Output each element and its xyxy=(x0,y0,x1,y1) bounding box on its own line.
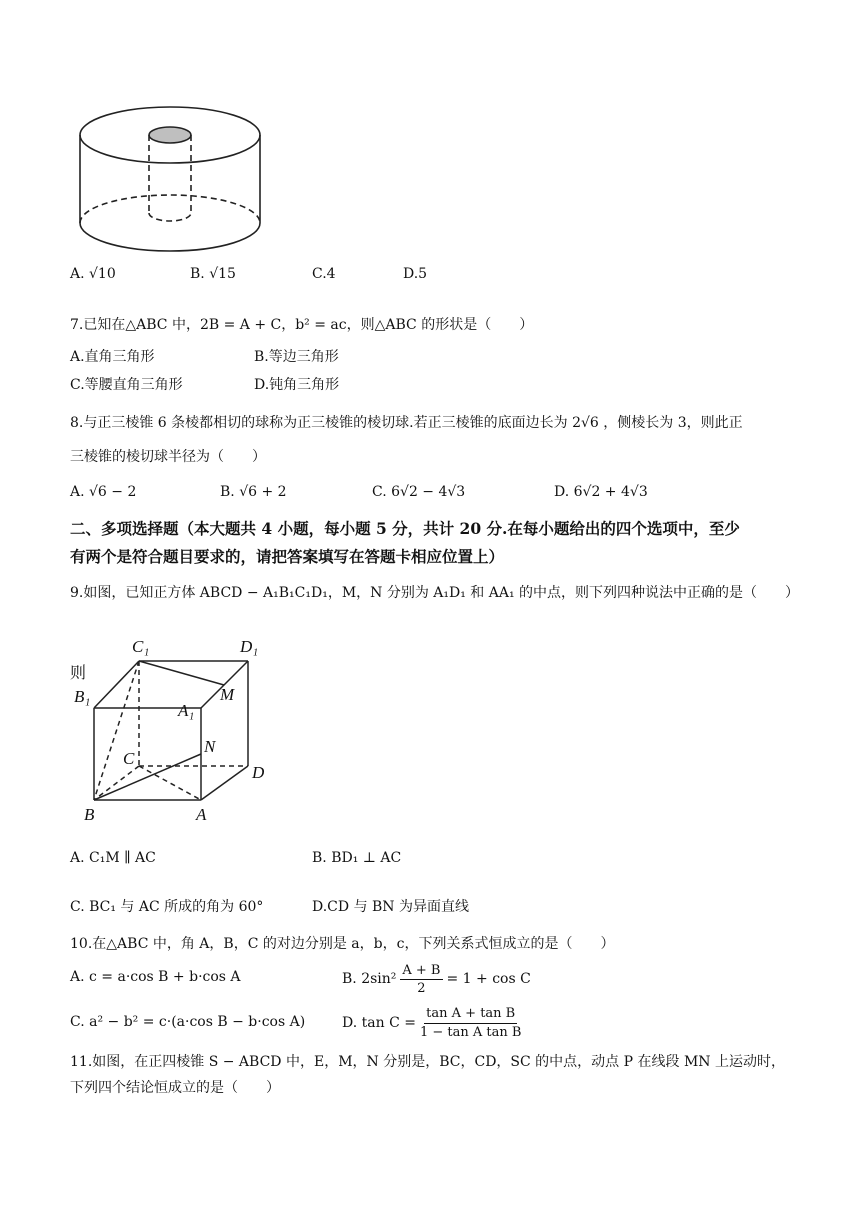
label-c1: C₁ xyxy=(132,637,150,656)
q10-b-prefix: B. 2sin² xyxy=(342,971,397,987)
q8-option-a: A. √6 − 2 xyxy=(70,484,137,500)
q7-option-b: B.等边三角形 xyxy=(254,349,339,365)
label-m: M xyxy=(220,685,235,704)
q11-stem-line2: 下列四个结论恒成立的是（ ） xyxy=(70,1080,280,1096)
label-b1: B₁ xyxy=(74,687,91,706)
q10-b-fraction xyxy=(400,962,442,997)
q7-option-c: C.等腰直角三角形 xyxy=(70,377,183,393)
q9-figure-note: 则 xyxy=(70,663,87,682)
q7-stem: 7.已知在△ABC 中，2B = A + C，b² = ac，则△ABC 的形状是（ ） xyxy=(70,317,534,333)
label-a1: A₁ xyxy=(178,701,195,720)
q10-d-prefix: D. tan C = xyxy=(342,1015,416,1031)
section2-heading-line2: 有两个是符合题目要求的，请把答案填写在答题卡相应位置上） xyxy=(70,547,505,566)
label-b: B xyxy=(84,805,95,824)
q7-option-a: A.直角三角形 xyxy=(70,349,155,365)
q10-option-b xyxy=(342,958,531,1000)
q8-option-d: D. 6√2 + 4√3 xyxy=(554,484,648,500)
q10-b-suffix: = 1 + cos C xyxy=(446,971,531,987)
q8-option-c: C. 6√2 − 4√3 xyxy=(372,484,466,500)
q9-option-a: A. C₁M ∥ AC xyxy=(70,850,156,866)
q8-stem-line2: 三棱锥的棱切球半径为（ ） xyxy=(70,449,266,465)
q10-d-fraction xyxy=(420,1005,521,1042)
label-n: N xyxy=(204,737,216,756)
q6-option-c: C.4 xyxy=(312,266,336,282)
q10-b-denominator: 2 xyxy=(417,980,426,996)
q6-option-a: A. √10 xyxy=(70,266,116,282)
q10-stem: 10.在△ABC 中，角 A，B，C 的对边分别是 a，b，c，下列关系式恒成立的是（ ） xyxy=(70,936,615,952)
section2-heading-line1: 二、多项选择题（本大题共 4 小题，每小题 5 分，共计 20 分.在每小题给出的四个选项中，至少 xyxy=(70,519,740,538)
hollow-cylinder-figure xyxy=(72,95,272,255)
cube-figure xyxy=(70,630,280,830)
q9-stem: 9.如图，已知正方体 ABCD − A₁B₁C₁D₁，M，N 分别为 A₁D₁ 和 AA₁ 的中点，则下列四种说法中正确的是（ ） xyxy=(70,585,800,601)
label-d1: D₁ xyxy=(240,637,259,656)
q11-stem-line1: 11.如图，在正四棱锥 S − ABCD 中，E，M，N 分别是，BC，CD，SC 的中点，动点 P 在线段 MN 上运动时， xyxy=(70,1054,785,1070)
q10-d-numerator: tan A + tan B xyxy=(424,1005,517,1024)
q6-option-b: B. √15 xyxy=(190,266,236,282)
label-d: D xyxy=(252,763,265,782)
q9-option-c: C. BC₁ 与 AC 所成的角为 60° xyxy=(70,899,264,915)
label-a: A xyxy=(196,805,207,824)
label-c: C xyxy=(123,749,135,768)
q10-b-numerator: A + B xyxy=(402,962,441,978)
q6-option-d: D.5 xyxy=(403,266,428,282)
q9-option-d: D.CD 与 BN 为异面直线 xyxy=(312,899,470,915)
q8-option-b: B. √6 + 2 xyxy=(220,484,287,500)
q10-option-d xyxy=(342,1002,521,1044)
q9-option-b: B. BD₁ ⊥ AC xyxy=(312,850,402,866)
q8-stem-line1: 8.与正三棱锥 6 条棱都相切的球称为正三棱锥的棱切球.若正三棱锥的底面边长为 2√6 ，侧棱长为 3，则此正 xyxy=(70,415,743,431)
q10-option-c: C. a² − b² = c·(a·cos B − b·cos A) xyxy=(70,1014,306,1030)
q10-option-a: A. c = a·cos B + b·cos A xyxy=(70,969,241,985)
q10-d-denominator: 1 − tan A tan B xyxy=(419,1024,522,1040)
q7-option-d: D.钝角三角形 xyxy=(254,377,340,393)
